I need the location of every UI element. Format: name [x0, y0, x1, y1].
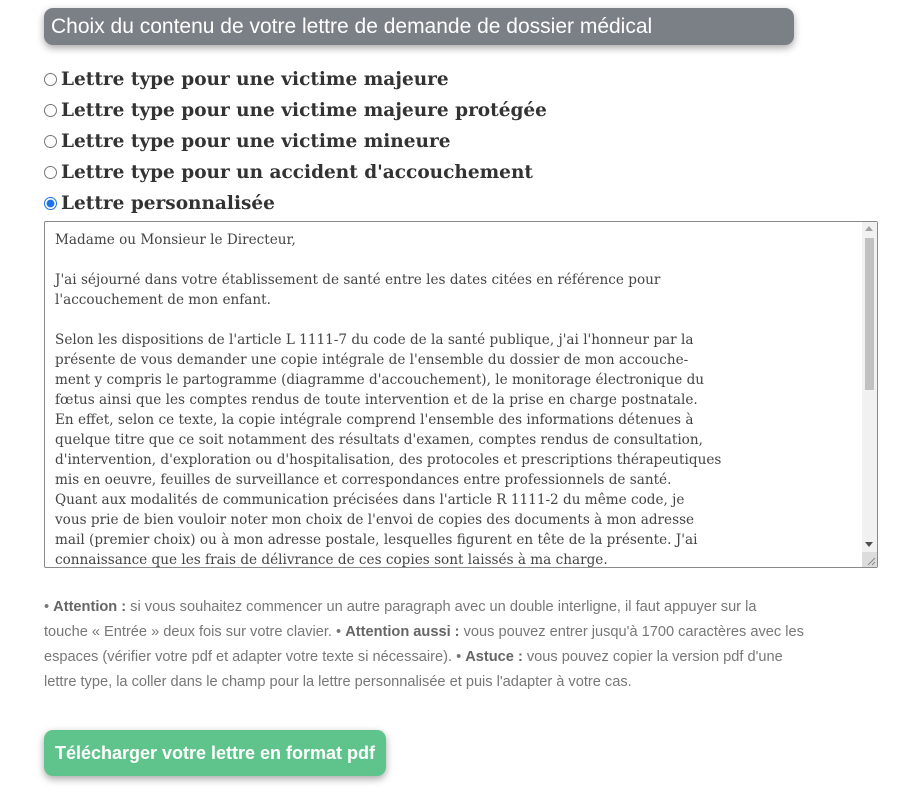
option-victime-majeure[interactable] — [44, 64, 547, 95]
note-astuce-label: Astuce : — [465, 649, 523, 665]
option-victime-mineure[interactable] — [44, 126, 547, 157]
option-lettre-personnalisee[interactable] — [44, 188, 547, 219]
scrollbar-thumb[interactable] — [865, 238, 874, 390]
note-attention-label: Attention : — [53, 599, 127, 615]
letter-textarea-container — [44, 221, 878, 568]
download-pdf-button[interactable]: Télécharger votre lettre en format pdf — [44, 730, 386, 776]
resize-handle-icon[interactable] — [862, 552, 877, 567]
option-label: Lettre type pour une victime mineure — [61, 131, 451, 152]
letter-textarea[interactable] — [45, 222, 863, 567]
bullet: • — [456, 649, 462, 665]
note-attention-text: si vous souhaitez commencer un autre paragraph avec un double interligne, il faut appuyer sur la touche « Entrée » deux fois sur votre clavier. — [44, 599, 757, 640]
option-victime-majeure-protegee[interactable] — [44, 95, 547, 126]
textarea-scrollbar[interactable] — [862, 222, 877, 567]
scroll-down-arrow-icon[interactable] — [865, 542, 873, 547]
radio-victime-mineure[interactable] — [44, 135, 57, 148]
letter-type-radio-group — [44, 64, 547, 219]
option-label: Lettre personnalisée — [61, 193, 275, 214]
option-label: Lettre type pour un accident d'accouchement — [61, 162, 533, 183]
note-attention-aussi-text: vous pouvez entrer jusqu'à 1700 caractères avec les espaces (vérifier votre pdf et adapter votre texte si nécessaire). — [44, 624, 804, 665]
radio-victime-majeure[interactable] — [44, 73, 57, 86]
note-attention-aussi-label: Attention aussi : — [345, 624, 460, 640]
section-header — [44, 8, 794, 45]
radio-lettre-personnalisee[interactable] — [44, 197, 57, 210]
radio-victime-majeure-protegee[interactable] — [44, 104, 57, 117]
option-label: Lettre type pour une victime majeure protégée — [61, 100, 547, 121]
instructions-text — [44, 595, 804, 695]
radio-accident-accouchement[interactable] — [44, 166, 57, 179]
option-accident-accouchement[interactable] — [44, 157, 547, 188]
bullet: • — [44, 599, 50, 615]
note-astuce-text: vous pouvez copier la version pdf d'une lettre type, la coller dans le champ pour la lettre personnalisée et puis l'adapter à votre cas. — [44, 649, 783, 690]
scroll-up-arrow-icon[interactable] — [865, 226, 873, 231]
option-label: Lettre type pour une victime majeure — [61, 69, 449, 90]
section-title: Choix du contenu de votre lettre de demande de dossier médical — [51, 15, 653, 38]
bullet: • — [336, 624, 342, 640]
